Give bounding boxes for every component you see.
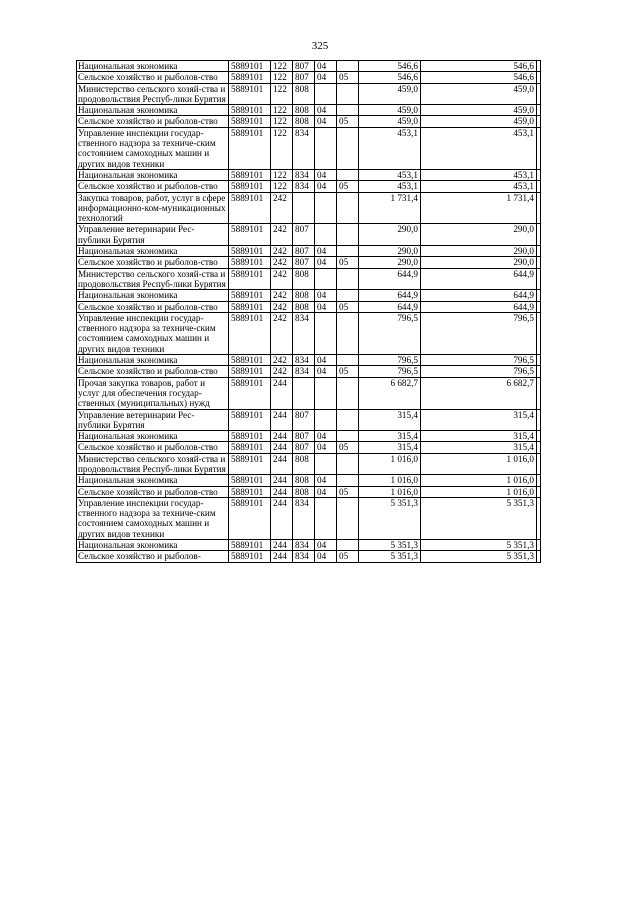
cell-target-code: 5889101 [229,290,271,301]
cell-target-code: 5889101 [229,453,271,475]
cell-section-code: 04 [315,61,337,72]
cell-target-code: 5889101 [229,105,271,116]
cell-target-code: 5889101 [229,116,271,127]
cell-expense-type-code: 242 [271,301,293,312]
cell-row-name: Министерство сельского хозяй-ства и продовольствия Респуб-лики Бурятия [77,268,229,290]
cell-admin-code: 834 [293,169,315,180]
cell-amount-total: 290,0 [421,224,537,246]
cell-subsection-code [337,409,359,431]
cell-section-code [315,127,337,169]
page-number: 325 [311,40,329,52]
cell-expense-type-code: 242 [271,268,293,290]
cell-target-code: 5889101 [229,377,271,409]
cell-expense-type-code: 244 [271,540,293,551]
cell-extra [537,257,541,268]
table-row [77,257,541,268]
cell-section-code [315,83,337,105]
cell-amount-total: 546,6 [421,61,537,72]
cell-amount: 290,0 [359,224,421,246]
cell-amount: 1 016,0 [359,475,421,486]
cell-section-code: 04 [315,116,337,127]
cell-extra [537,453,541,475]
cell-row-name: Управление ветеринарии Рес-публики Бурятия [77,224,229,246]
table-row [77,72,541,83]
cell-target-code: 5889101 [229,268,271,290]
cell-admin-code: 808 [293,301,315,312]
cell-amount: 5 351,3 [359,540,421,551]
table-row [77,409,541,431]
cell-row-name: Министерство сельского хозяй-ства и продовольствия Респуб-лики Бурятия [77,453,229,475]
cell-expense-type-code: 244 [271,475,293,486]
table-row [77,453,541,475]
cell-amount: 644,9 [359,290,421,301]
cell-subsection-code [337,290,359,301]
cell-admin-code [293,377,315,409]
cell-amount: 546,6 [359,61,421,72]
cell-extra [537,486,541,497]
cell-extra [537,127,541,169]
cell-admin-code: 808 [293,486,315,497]
cell-admin-code: 807 [293,246,315,257]
cell-section-code [315,377,337,409]
cell-amount-total: 796,5 [421,366,537,377]
cell-amount: 459,0 [359,116,421,127]
cell-target-code: 5889101 [229,486,271,497]
cell-expense-type-code: 122 [271,61,293,72]
cell-amount-total: 6 682,7 [421,377,537,409]
cell-section-code: 04 [315,355,337,366]
cell-amount-total: 315,4 [421,442,537,453]
cell-admin-code: 834 [293,181,315,192]
cell-admin-code: 807 [293,431,315,442]
cell-expense-type-code: 122 [271,127,293,169]
cell-expense-type-code: 242 [271,224,293,246]
cell-row-name: Закупка товаров, работ, услуг в сфере информационно-ком-муникационных технологий [77,192,229,224]
table-row [77,355,541,366]
cell-admin-code: 807 [293,442,315,453]
cell-extra [537,312,541,354]
cell-row-name: Управление инспекции государ-ственного надзора за техниче-ским состоянием самоходных машин и других видов техники [77,312,229,354]
cell-subsection-code [337,540,359,551]
cell-row-name: Сельское хозяйство и рыболов-ство [77,366,229,377]
cell-extra [537,72,541,83]
table-row [77,442,541,453]
cell-admin-code: 808 [293,268,315,290]
cell-amount: 1 731,4 [359,192,421,224]
table-row [77,105,541,116]
cell-subsection-code [337,431,359,442]
cell-expense-type-code: 244 [271,377,293,409]
cell-amount-total: 1 016,0 [421,486,537,497]
cell-amount: 315,4 [359,442,421,453]
cell-admin-code: 808 [293,83,315,105]
cell-subsection-code: 05 [337,116,359,127]
cell-subsection-code [337,61,359,72]
cell-amount-total: 796,5 [421,312,537,354]
cell-extra [537,551,541,562]
cell-admin-code: 807 [293,72,315,83]
cell-row-name: Национальная экономика [77,169,229,180]
cell-section-code: 04 [315,540,337,551]
cell-section-code: 04 [315,486,337,497]
cell-section-code [315,453,337,475]
cell-row-name: Управление инспекции государ-ственного надзора за техниче-ским состоянием самоходных машин и других видов техники [77,497,229,539]
cell-amount-total: 1 731,4 [421,192,537,224]
cell-amount-total: 796,5 [421,355,537,366]
cell-extra [537,431,541,442]
cell-section-code [315,497,337,539]
cell-subsection-code [337,312,359,354]
cell-amount-total: 315,4 [421,409,537,431]
cell-target-code: 5889101 [229,301,271,312]
cell-section-code: 04 [315,366,337,377]
cell-row-name: Национальная экономика [77,540,229,551]
cell-target-code: 5889101 [229,312,271,354]
table-row [77,246,541,257]
cell-row-name: Сельское хозяйство и рыболов-ство [77,301,229,312]
cell-amount-total: 290,0 [421,246,537,257]
cell-extra [537,83,541,105]
cell-subsection-code [337,268,359,290]
cell-admin-code: 808 [293,453,315,475]
cell-target-code: 5889101 [229,409,271,431]
cell-expense-type-code: 242 [271,355,293,366]
table-row [77,127,541,169]
cell-amount: 546,6 [359,72,421,83]
cell-admin-code: 808 [293,475,315,486]
cell-expense-type-code: 242 [271,312,293,354]
cell-target-code: 5889101 [229,442,271,453]
cell-target-code: 5889101 [229,540,271,551]
cell-extra [537,301,541,312]
cell-amount-total: 453,1 [421,181,537,192]
cell-amount-total: 5 351,3 [421,497,537,539]
cell-section-code: 04 [315,257,337,268]
table-row [77,192,541,224]
cell-amount: 796,5 [359,355,421,366]
cell-amount: 5 351,3 [359,497,421,539]
cell-row-name: Сельское хозяйство и рыболов-ство [77,116,229,127]
cell-row-name: Сельское хозяйство и рыболов- [77,551,229,562]
cell-target-code: 5889101 [229,475,271,486]
cell-admin-code [293,192,315,224]
table-row [77,169,541,180]
cell-admin-code: 807 [293,257,315,268]
cell-extra [537,475,541,486]
cell-amount: 459,0 [359,105,421,116]
cell-amount-total: 459,0 [421,116,537,127]
cell-extra [537,169,541,180]
cell-subsection-code [337,475,359,486]
cell-amount-total: 290,0 [421,257,537,268]
cell-expense-type-code: 122 [271,181,293,192]
cell-amount-total: 459,0 [421,105,537,116]
cell-section-code: 04 [315,169,337,180]
cell-row-name: Сельское хозяйство и рыболов-ство [77,181,229,192]
cell-extra [537,497,541,539]
budget-table [76,60,541,563]
cell-expense-type-code: 244 [271,486,293,497]
cell-subsection-code [337,224,359,246]
cell-extra [537,105,541,116]
cell-subsection-code [337,105,359,116]
cell-target-code: 5889101 [229,192,271,224]
cell-expense-type-code: 244 [271,409,293,431]
cell-extra [537,224,541,246]
cell-subsection-code [337,246,359,257]
cell-section-code [315,268,337,290]
cell-amount-total: 546,6 [421,72,537,83]
cell-amount: 290,0 [359,246,421,257]
cell-admin-code: 834 [293,551,315,562]
cell-extra [537,181,541,192]
cell-amount: 453,1 [359,169,421,180]
table-row [77,475,541,486]
cell-target-code: 5889101 [229,551,271,562]
cell-section-code: 04 [315,290,337,301]
cell-amount-total: 453,1 [421,169,537,180]
cell-subsection-code [337,355,359,366]
cell-expense-type-code: 244 [271,453,293,475]
cell-target-code: 5889101 [229,224,271,246]
cell-section-code: 04 [315,181,337,192]
table-row [77,116,541,127]
cell-extra [537,409,541,431]
cell-amount: 6 682,7 [359,377,421,409]
cell-section-code [315,409,337,431]
cell-subsection-code [337,83,359,105]
cell-expense-type-code: 122 [271,116,293,127]
cell-extra [537,116,541,127]
cell-row-name: Сельское хозяйство и рыболов-ство [77,486,229,497]
cell-amount: 315,4 [359,409,421,431]
cell-expense-type-code: 244 [271,551,293,562]
cell-row-name: Управление ветеринарии Рес-публики Бурятия [77,409,229,431]
table-row [77,366,541,377]
cell-admin-code: 834 [293,366,315,377]
cell-admin-code: 807 [293,61,315,72]
cell-section-code: 04 [315,246,337,257]
cell-expense-type-code: 242 [271,290,293,301]
cell-section-code: 04 [315,431,337,442]
cell-admin-code: 834 [293,540,315,551]
cell-target-code: 5889101 [229,181,271,192]
cell-row-name: Министерство сельского хозяй-ства и продовольствия Респуб-лики Бурятия [77,83,229,105]
cell-subsection-code: 05 [337,366,359,377]
cell-amount: 5 351,3 [359,551,421,562]
cell-amount: 290,0 [359,257,421,268]
cell-admin-code: 807 [293,224,315,246]
cell-expense-type-code: 122 [271,169,293,180]
cell-subsection-code: 05 [337,181,359,192]
cell-amount: 796,5 [359,312,421,354]
cell-admin-code: 834 [293,127,315,169]
cell-amount: 459,0 [359,83,421,105]
cell-row-name: Управление инспекции государ-ственного надзора за техниче-ским состоянием самоходных машин и других видов техники [77,127,229,169]
cell-admin-code: 807 [293,409,315,431]
cell-section-code: 04 [315,475,337,486]
cell-extra [537,268,541,290]
table-body [77,61,541,563]
cell-admin-code: 834 [293,497,315,539]
cell-extra [537,442,541,453]
cell-expense-type-code: 244 [271,431,293,442]
table-row [77,181,541,192]
cell-amount: 1 016,0 [359,486,421,497]
cell-target-code: 5889101 [229,72,271,83]
cell-expense-type-code: 122 [271,72,293,83]
cell-admin-code: 808 [293,290,315,301]
cell-section-code [315,192,337,224]
cell-target-code: 5889101 [229,169,271,180]
cell-expense-type-code: 242 [271,192,293,224]
cell-amount-total: 5 351,3 [421,551,537,562]
cell-subsection-code [337,453,359,475]
cell-section-code [315,312,337,354]
cell-admin-code: 834 [293,355,315,366]
cell-expense-type-code: 122 [271,105,293,116]
cell-extra [537,355,541,366]
cell-extra [537,366,541,377]
cell-amount: 644,9 [359,268,421,290]
cell-extra [537,192,541,224]
cell-extra [537,377,541,409]
cell-admin-code: 808 [293,105,315,116]
cell-subsection-code [337,497,359,539]
cell-target-code: 5889101 [229,497,271,539]
cell-amount: 644,9 [359,301,421,312]
cell-row-name: Национальная экономика [77,431,229,442]
cell-target-code: 5889101 [229,127,271,169]
cell-row-name: Прочая закупка товаров, работ и услуг для обеспечения государ-ственных (муниципальных) нужд [77,377,229,409]
cell-amount: 796,5 [359,366,421,377]
cell-expense-type-code: 244 [271,497,293,539]
cell-subsection-code: 05 [337,257,359,268]
cell-target-code: 5889101 [229,257,271,268]
cell-row-name: Национальная экономика [77,290,229,301]
cell-row-name: Национальная экономика [77,475,229,486]
cell-subsection-code [337,377,359,409]
table-row [77,540,541,551]
cell-target-code: 5889101 [229,366,271,377]
cell-subsection-code: 05 [337,486,359,497]
table-row [77,290,541,301]
cell-expense-type-code: 244 [271,442,293,453]
cell-target-code: 5889101 [229,246,271,257]
table-row [77,497,541,539]
table-row [77,83,541,105]
table-row [77,431,541,442]
cell-amount-total: 1 016,0 [421,475,537,486]
cell-expense-type-code: 242 [271,246,293,257]
table-row [77,312,541,354]
cell-expense-type-code: 242 [271,257,293,268]
cell-row-name: Сельское хозяйство и рыболов-ство [77,72,229,83]
cell-section-code: 04 [315,551,337,562]
cell-amount: 453,1 [359,181,421,192]
table-row [77,268,541,290]
cell-amount-total: 5 351,3 [421,540,537,551]
cell-amount-total: 644,9 [421,301,537,312]
cell-subsection-code [337,127,359,169]
cell-amount-total: 315,4 [421,431,537,442]
cell-amount: 315,4 [359,431,421,442]
cell-extra [537,540,541,551]
cell-amount-total: 459,0 [421,83,537,105]
cell-target-code: 5889101 [229,355,271,366]
cell-amount-total: 453,1 [421,127,537,169]
cell-amount: 453,1 [359,127,421,169]
cell-expense-type-code: 122 [271,83,293,105]
cell-row-name: Национальная экономика [77,246,229,257]
cell-subsection-code: 05 [337,72,359,83]
cell-section-code: 04 [315,72,337,83]
cell-row-name: Сельское хозяйство и рыболов-ство [77,442,229,453]
cell-subsection-code: 05 [337,442,359,453]
cell-section-code: 04 [315,105,337,116]
cell-admin-code: 808 [293,116,315,127]
cell-section-code: 04 [315,301,337,312]
table-row [77,61,541,72]
cell-section-code [315,224,337,246]
cell-extra [537,290,541,301]
cell-target-code: 5889101 [229,431,271,442]
cell-row-name: Сельское хозяйство и рыболов-ство [77,257,229,268]
table-row [77,224,541,246]
cell-target-code: 5889101 [229,61,271,72]
cell-amount: 1 016,0 [359,453,421,475]
table-row [77,486,541,497]
table-row [77,301,541,312]
cell-expense-type-code: 242 [271,366,293,377]
cell-subsection-code: 05 [337,301,359,312]
table-row [77,551,541,562]
cell-subsection-code [337,192,359,224]
cell-extra [537,246,541,257]
cell-admin-code: 834 [293,312,315,354]
cell-row-name: Национальная экономика [77,105,229,116]
cell-section-code: 04 [315,442,337,453]
cell-extra [537,61,541,72]
cell-row-name: Национальная экономика [77,61,229,72]
cell-target-code: 5889101 [229,83,271,105]
table-row [77,377,541,409]
cell-amount-total: 644,9 [421,290,537,301]
cell-subsection-code: 05 [337,551,359,562]
cell-row-name: Национальная экономика [77,355,229,366]
cell-subsection-code [337,169,359,180]
cell-amount-total: 644,9 [421,268,537,290]
cell-amount-total: 1 016,0 [421,453,537,475]
